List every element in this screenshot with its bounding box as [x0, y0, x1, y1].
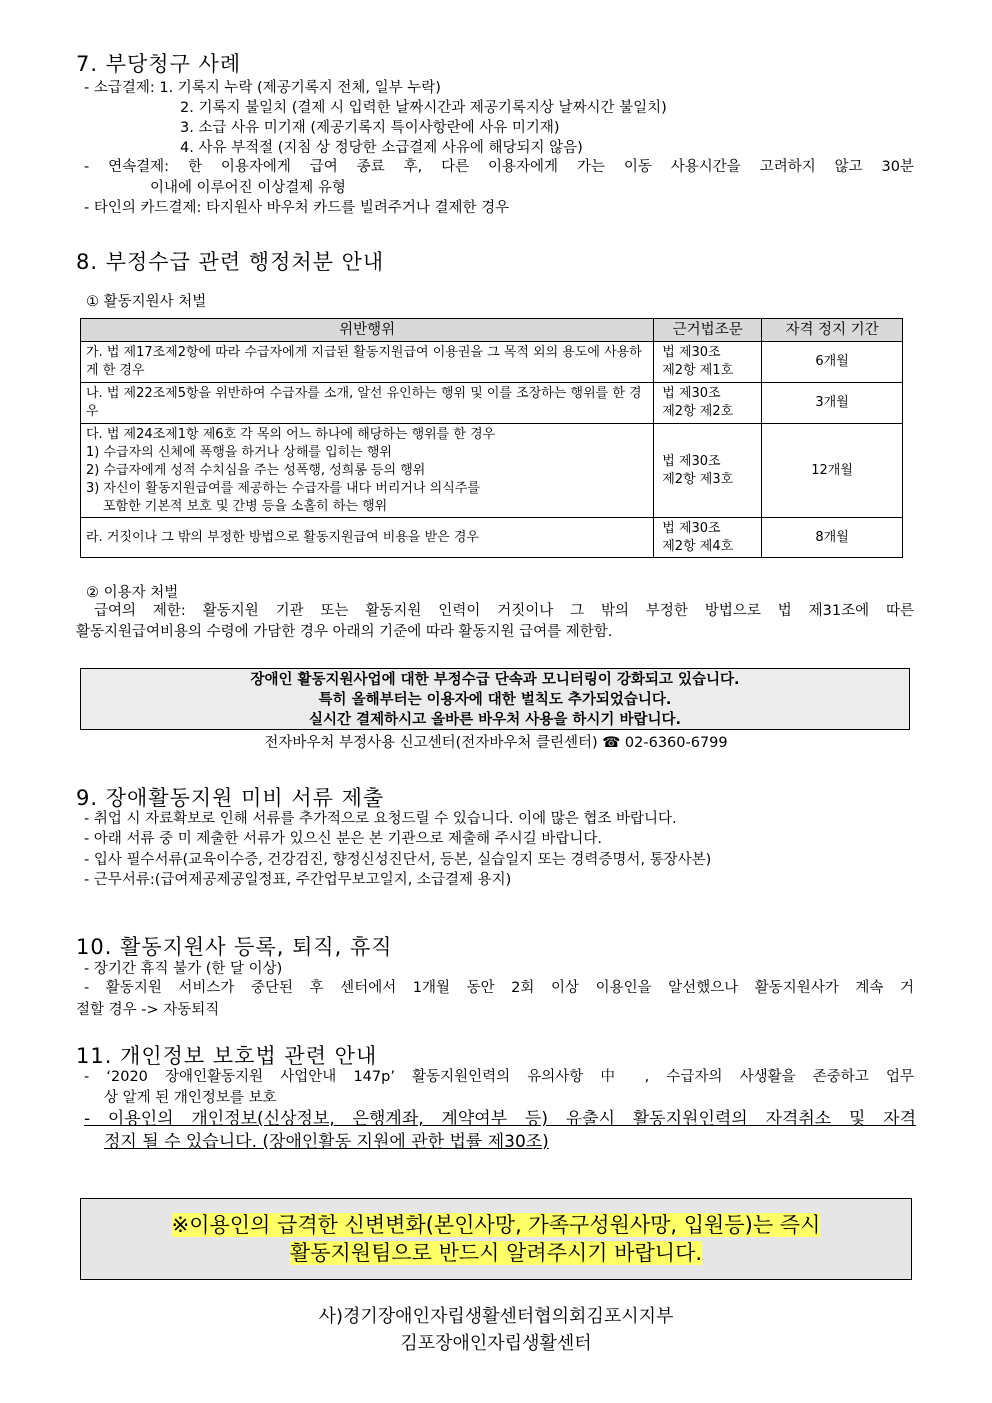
s11-line-2: 상 알게 된 개인정보를 보호	[104, 1090, 277, 1106]
table-row	[81, 518, 903, 558]
section-9-title: 9. 장애활동지원 미비 서류 제출	[76, 786, 385, 810]
table-row	[81, 383, 903, 424]
row-period: 6개월	[762, 342, 903, 383]
row-law	[654, 518, 762, 558]
law-line-2: 제2항 제3호	[662, 471, 734, 487]
s8-sub-2: ② 이용자 처벌	[86, 585, 179, 601]
s10-line-1: - 장기간 휴직 불가 (한 달 이상)	[84, 961, 283, 977]
row-period: 3개월	[762, 383, 903, 424]
s8-para-2: 활동지원급여비용의 수령에 가담한 경우 아래의 기준에 따라 활동지원 급여를 제한함.	[76, 624, 613, 640]
s10-line-3: 절할 경우 -> 자동퇴직	[76, 1002, 220, 1018]
s9-line-2: - 아래 서류 중 미 제출한 서류가 있으신 분은 본 기관으로 제출해 주시길 바랍니다.	[84, 831, 602, 847]
row-law	[654, 342, 762, 383]
header-violation: 위반행위	[81, 319, 654, 342]
header-law: 근거법조문	[654, 319, 762, 342]
act-item: 포함한 기본적 보호 및 간병 등을 소홀히 하는 행위	[103, 498, 388, 514]
footer-org-1: 사)경기장애인자립생활센터협의회김포시지부	[318, 1306, 674, 1327]
act-heading: 다. 법 제24조제1항 제6호 각 목의 어느 하나에 해당하는 행위를 한 경우	[86, 426, 496, 442]
urgent-line-2: 활동지원팀으로 반드시 알려주시기 바랍니다.	[289, 1241, 703, 1265]
s7-line-1: - 소급결제: 1. 기록지 누락 (제공기록지 전체, 일부 누락)	[84, 80, 441, 96]
act-item: 2) 수급자에게 성적 수치심을 주는 성폭행, 성희롱 등의 행위	[86, 462, 426, 478]
s11-line-1: - ‘2020 장애인활동지원 사업안내 147p’ 활동지원인력의 유의사항 中 , 수급자의 사생활을 존중하고 업무	[84, 1069, 914, 1085]
crackdown-notice-box	[80, 668, 910, 730]
s7-line-7: - 타인의 카드결제: 타지원사 바우처 카드를 빌려주거나 결제한 경우	[84, 200, 510, 216]
act-item: 3) 자신이 활동지원급여를 제공하는 수급자를 내다 버리거나 의식주를	[86, 480, 480, 496]
s7-line-6: 이내에 이루어진 이상결제 유형	[150, 180, 346, 196]
s8-para-1: 급여의 제한: 활동지원 기관 또는 활동지원 인력이 거짓이나 그 밖의 부정한 방법으로 법 제31조에 따른	[94, 603, 914, 619]
s11-line-3: - 이용인의 개인정보(신상정보, 은행계좌, 계약여부 등) 유출시 활동지원인력의 자격취소 및 자격	[84, 1109, 916, 1129]
row-act	[81, 424, 654, 518]
section-7-title: 7. 부당청구 사례	[76, 52, 242, 76]
header-period: 자격 정지 기간	[762, 319, 903, 342]
row-act: 나. 법 제22조제5항을 위반하여 수급자를 소개, 알선 유인하는 행위 및 이를 조장하는 행위를 한 경우	[81, 383, 654, 424]
law-line-2: 제2항 제4호	[662, 538, 734, 554]
row-law	[654, 383, 762, 424]
s11-line-4: 정지 될 수 있습니다. (장애인활동 지원에 관한 법률 제30조)	[104, 1132, 549, 1152]
notice-line: 실시간 결제하시고 올바른 바우처 사용을 하시기 바랍니다.	[309, 712, 681, 728]
row-period: 12개월	[762, 424, 903, 518]
section-10-title: 10. 활동지원사 등록, 퇴직, 휴직	[76, 935, 393, 959]
s9-line-1: - 취업 시 자료확보로 인해 서류를 추가적으로 요청드릴 수 있습니다. 이에 많은 협조 바랍니다.	[84, 811, 677, 827]
report-center: 전자바우처 부정사용 신고센터(전자바우처 클린센터) ☎ 02-6360-6799	[264, 735, 728, 751]
footer-org-2: 김포장애인자립생활센터	[400, 1333, 592, 1354]
table-row	[81, 424, 903, 518]
law-line-2: 제2항 제1호	[662, 363, 734, 378]
row-law	[654, 424, 762, 518]
s8-sub-1: ① 활동지원사 처벌	[86, 294, 207, 310]
urgent-line-1: ※이용인의 급격한 신변변화(본인사망, 가족구성원사망, 입원등)는 즉시	[171, 1213, 821, 1237]
law-line-1: 법 제30조	[662, 453, 721, 469]
s9-line-4: - 근무서류:(급여제공제공일정표, 주간업무보고일지, 소급결제 용지)	[84, 872, 512, 888]
table-header-row	[81, 319, 903, 342]
row-act: 가. 법 제17조제2항에 따라 수급자에게 지급된 활동지원급여 이용권을 그 목적 외의 용도에 사용하게 한 경우	[81, 342, 654, 383]
s7-line-5: - 연속결제: 한 이용자에게 급여 종료 후, 다른 이용자에게 가는 이동 사용시간을 고려하지 않고 30분	[84, 159, 914, 175]
notice-line: 장애인 활동지원사업에 대한 부정수급 단속과 모니터링이 강화되고 있습니다.	[250, 672, 740, 688]
section-8-title: 8. 부정수급 관련 행정처분 안내	[76, 250, 385, 274]
violation-table	[80, 318, 903, 558]
s7-line-2: 2. 기록지 불일치 (결제 시 입력한 날짜시간과 제공기록지상 날짜시간 불일치)	[180, 100, 667, 116]
act-item: 1) 수급자의 신체에 폭행을 하거나 상해를 입히는 행위	[86, 444, 392, 460]
law-line-1: 법 제30조	[662, 345, 721, 360]
row-act: 라. 거짓이나 그 밖의 부정한 방법으로 활동지원급여 비용을 받은 경우	[81, 518, 654, 558]
s10-line-2: - 활동지원 서비스가 중단된 후 센터에서 1개월 동안 2회 이상 이용인을 알선했으나 활동지원사가 계속 거	[84, 980, 914, 996]
law-line-1: 법 제30조	[662, 520, 721, 536]
section-11-title: 11. 개인정보 보호법 관련 안내	[76, 1044, 378, 1068]
notice-line: 특히 올해부터는 이용자에 대한 벌칙도 추가되었습니다.	[318, 692, 672, 708]
row-period: 8개월	[762, 518, 903, 558]
s7-line-4: 4. 사유 부적절 (지침 상 정당한 소급결제 사유에 해당되지 않음)	[180, 140, 583, 156]
law-line-2: 제2항 제2호	[662, 404, 734, 419]
law-line-1: 법 제30조	[662, 386, 721, 401]
s7-line-3: 3. 소급 사유 미기재 (제공기록지 특이사항란에 사유 미기재)	[180, 120, 560, 136]
table-row	[81, 342, 903, 383]
urgent-notice-box	[80, 1198, 912, 1280]
s9-line-3: - 입사 필수서류(교육이수증, 건강검진, 향정신성진단서, 등본, 실습일지 또는 경력증명서, 통장사본)	[84, 852, 712, 868]
